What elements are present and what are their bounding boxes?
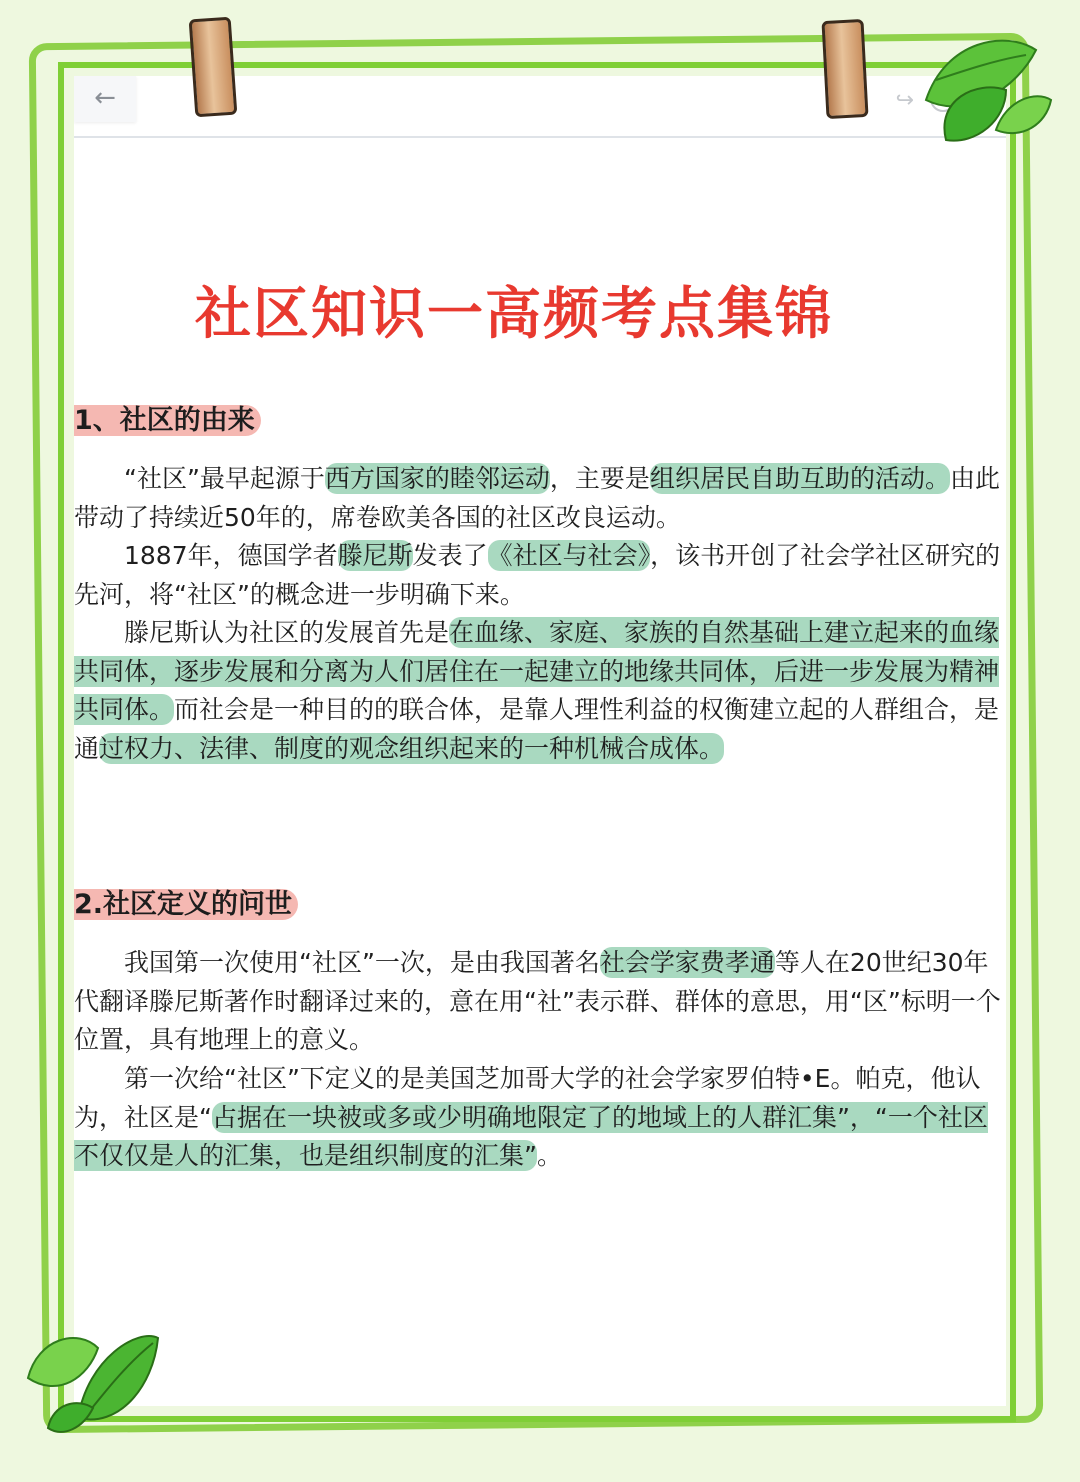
text-segment: 等人在20世纪30年代翻译滕尼斯著作时翻译过来的，意在用“社”表示群、群体的意思，用“区”标明一个位置，具有地理上的意义。 bbox=[74, 948, 1001, 1054]
text-segment: 1887年，德国学者 bbox=[124, 541, 338, 570]
section-heading-definition bbox=[74, 882, 298, 921]
page-title: 社区知识一高频考点集锦 bbox=[195, 282, 833, 347]
back-icon[interactable]: ← bbox=[74, 76, 136, 122]
tape-decoration bbox=[189, 17, 238, 118]
highlighted-text: 社会学家费孝通 bbox=[599, 948, 775, 977]
text-segment: 第一次给“社区”下定义的是美国芝加哥大学的社会学家罗伯特•E。帕克，他认为，社区是“ bbox=[74, 1064, 981, 1132]
leaf-icon bbox=[18, 1318, 168, 1448]
text-segment: 滕尼斯认为社区的发展首先是 bbox=[124, 618, 450, 647]
text-segment: ，主要是 bbox=[549, 464, 650, 493]
section-heading-text: 2.社区定义的问世 bbox=[74, 889, 298, 920]
highlighted-text: 西方国家的睦邻运动 bbox=[324, 464, 550, 493]
highlighted-text: 过权力、法律、制度的观念组织起来的一种机械合成体。 bbox=[99, 733, 725, 763]
paragraph bbox=[74, 614, 1004, 768]
text-segment: ，该书开创了社会学社区研究的先河，将“社区”的概念进一步明确下来。 bbox=[74, 541, 1001, 609]
paragraph bbox=[74, 460, 1004, 537]
paragraph bbox=[74, 1060, 1004, 1176]
highlighted-text: 组织居民自助互助的活动。 bbox=[649, 464, 950, 493]
paragraph bbox=[74, 944, 1004, 1060]
highlighted-text: 《社区与社会》 bbox=[487, 541, 651, 570]
highlighted-text: 占据在一块被或多或少明确地限定了的地域上的人群汇集”，“一个社区不仅仅是人的汇集，也是组织制度的汇集” bbox=[74, 1102, 988, 1170]
section-heading-text: 1、社区的由来 bbox=[74, 405, 261, 436]
document-page bbox=[74, 76, 1006, 1406]
text-segment: “社区”最早起源于 bbox=[124, 464, 325, 493]
text-segment: 由此带动了持续近50年的，席卷欧美各国的社区改良运动。 bbox=[74, 464, 1000, 532]
section-heading-origin bbox=[74, 398, 261, 437]
paragraph bbox=[74, 537, 1004, 614]
text-segment: 发表了 bbox=[412, 541, 488, 570]
text-segment: 我国第一次使用“社区”一次，是由我国著名 bbox=[124, 948, 600, 977]
redo-icon[interactable]: ↪ bbox=[895, 88, 914, 113]
text-segment: 而社会是一种目的的联合体，是靠人理性利益的权衡建立起的人群组合，是通 bbox=[74, 695, 1000, 763]
tape-decoration bbox=[821, 19, 868, 119]
highlighted-text: 滕尼斯 bbox=[337, 541, 413, 570]
leaf-icon bbox=[906, 20, 1056, 160]
text-segment: 。 bbox=[536, 1141, 562, 1170]
highlighted-text: 在血缘、家庭、家族的自然基础上建立起来的血缘共同体，逐步发展和分离为人们居住在一起建立的地缘共同体，后进一步发展为精神共同体。 bbox=[74, 618, 1000, 724]
